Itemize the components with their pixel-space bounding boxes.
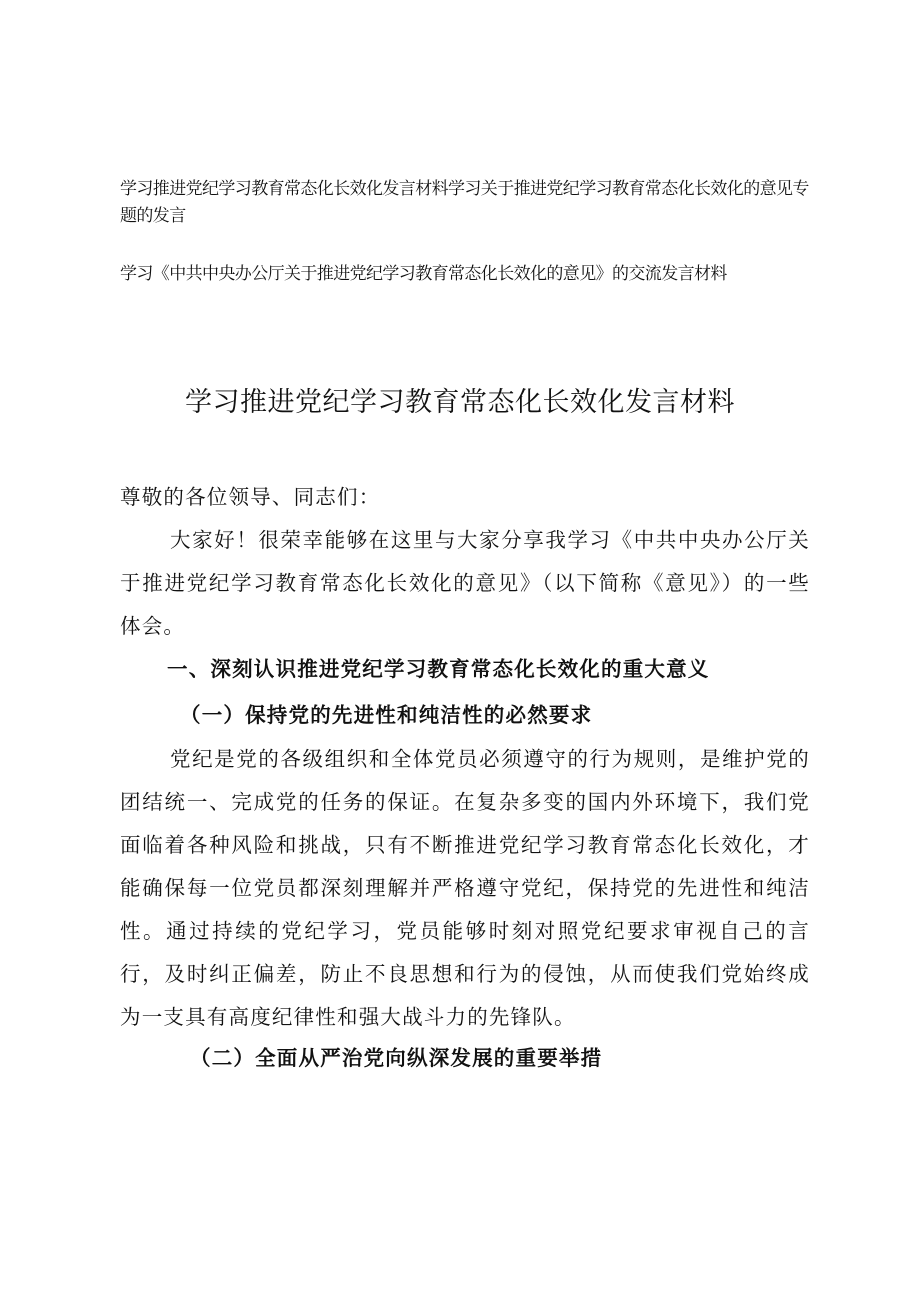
toc-line-2: 学习《中共中央办公厅关于推进党纪学习教育常态化长效化的意见》的交流发言材料 — [120, 264, 727, 284]
toc-line-1: 学习推进党纪学习教育常态化长效化发言材料学习关于推进党纪学习教育常态化长效化的意见专题的发言 — [120, 179, 809, 226]
section-heading-1: 一、深刻认识推进党纪学习教育常态化长效化的重大意义 — [167, 657, 710, 681]
subsection-heading-1: （一）保持党的先进性和纯洁性的必然要求 — [180, 703, 593, 727]
intro-paragraph: 大家好！很荣幸能够在这里与大家分享我学习《中共中央办公厅关于推进党纪学习教育常态化长效化的意见》（以下简称《意见》）的一些体会。 — [120, 528, 810, 638]
subsection-heading-2: （二）全面从严治党向纵深发展的重要举措 — [190, 1046, 603, 1070]
subsection-1-paragraph: 党纪是党的各级组织和全体党员必须遵守的行为规则，是维护党的团结统一、完成党的任务的保证。在复杂多变的国内外环境下，我们党面临着各种风险和挑战，只有不断推进党纪学习教育常态化长效化，才能确保每一位党员都深刻理解并严格遵守党纪，保持党的先进性和纯洁性。通过持续的党纪学习，党员能够时刻对照党纪要求审视自己的言行，及时纠正偏差，防止不良思想和行为的侵蚀，从而使我们党始终成为一支具有高度纪律性和强大战斗力的先锋队。 — [120, 747, 810, 1029]
page-title: 学习推进党纪学习教育常态化长效化发言材料 — [185, 387, 735, 418]
salutation: 尊敬的各位领导、同志们： — [120, 485, 381, 509]
